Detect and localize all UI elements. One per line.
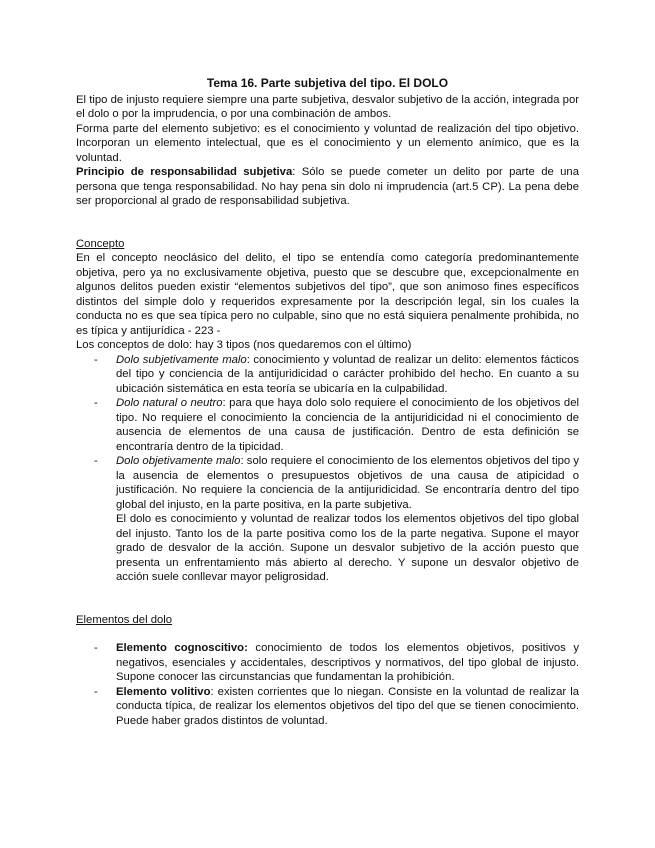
dolo-types-list xyxy=(76,353,579,513)
list-item-label: Dolo objetivamente malo xyxy=(116,455,241,467)
list-item xyxy=(116,641,579,685)
elementos-list xyxy=(76,641,579,728)
concepto-paragraph-1: En el concepto neoclásico del delito, el tipo se entendía como categoría predominantemente objetiva, pero ya no exclusivamente objetiva, puesto que se descubre que, excepcionalmente en algunos delitos pueden existir “elementos subjetivos del tipo”, que son animoso fines específicos distintos del simple dolo y requeridos expresamente por la descripción legal, sin los cuales la conducta no es que sea típica pero no culpable, sino que no está siquiera penalmente prohibida, no es típica y antijurídica - 223 - xyxy=(76,252,579,337)
list-item-text: : solo requiere el conocimiento de los elementos objetivos del tipo y la ausencia de elementos o presupuestos objetivos de una causa de atipicidad o justificación. No requiere la conciencia de la antijuridicidad. Se encontraría dentro del tipo global del injusto, en la parte positiva, en la parte subjetiva. xyxy=(116,455,579,511)
section-heading-elementos: Elementos del dolo xyxy=(76,613,173,626)
list-item-label: Dolo natural o neutro xyxy=(116,397,223,409)
concepto-continuation: El dolo es conocimiento y voluntad de realizar todos los elementos objetivos del tipo global del injusto. Tanto los de la parte positiva como los de la parte negativa. Supone el mayor grado de desvalor de la acción. Supone un desvalor subjetivo de la acción puesto que presenta un enfrentamiento más abierto al derecho. Y supone un desvalor objetivo de acción suele conllevar mayor peligrosidad. xyxy=(116,513,579,583)
intro-paragraph-2: Forma parte del elemento subjetivo: es el conocimiento y voluntad de realización del tipo objetivo. Incorporan un elemento intelectual, que es el conocimiento y un elemento anímico, que es la voluntad. xyxy=(76,122,579,164)
list-item-text: : existen corrientes que lo niegan. Consiste en la voluntad de realizar la conducta típica, de realizar los elementos objetivos del tipo del que se tienen conocimiento. Puede haber grados distintos de voluntad. xyxy=(116,685,579,727)
list-item-text: : para que haya dolo solo requiere el conocimiento de los objetivos del tipo. No requiere el conocimiento la conciencia de la antijuridicidad ni el conocimiento de ausencia de elementos de una causa de justificación. Dentro de esta definición se encontraría dentro de la tipicidad. xyxy=(116,397,579,453)
list-item-label: Elemento volitivo xyxy=(116,685,211,698)
list-item xyxy=(116,353,579,397)
list-item xyxy=(116,454,579,512)
principio-text: : Sólo se puede cometer un delito por parte de una persona que tenga responsabilidad. No hay pena sin dolo ni imprudencia (art.5 CP). La pena debe ser proporcional al grado de responsabilidad subjetiva. xyxy=(76,166,579,207)
list-item xyxy=(116,396,579,454)
list-item-label: Elemento cognoscitivo: xyxy=(116,642,248,654)
principio-paragraph xyxy=(76,165,579,209)
section-heading-concepto: Concepto xyxy=(76,237,125,250)
list-item xyxy=(116,685,579,729)
concepto-paragraph-2: Los conceptos de dolo: hay 3 tipos (nos quedaremos con el último) xyxy=(76,339,412,351)
list-item-text: conocimiento de todos los elementos objetivos, positivos y negativos, esenciales y accidentales, descriptivos y normativos, del tipo global de injusto. Supone conocer las circunstancias que fundamentan la prohibición. xyxy=(116,642,580,683)
intro-paragraph-1: El tipo de injusto requiere siempre una parte subjetiva, desvalor subjetivo de la acción, integrada por el dolo o por la imprudencia, o por una combinación de ambos. xyxy=(76,93,579,120)
list-item-text: : conocimiento y voluntad de realizar un delito: elementos fácticos del tipo y conciencia de la antijuridicidad o carácter prohibido del hecho. En cuanto a su ubicación sistemática en esta teoría se ubicaría en la culpabilidad. xyxy=(116,353,579,395)
document-title: Tema 16. Parte subjetiva del tipo. El DOLO xyxy=(206,76,449,90)
principio-label: Principio de responsabilidad subjetiva xyxy=(76,166,293,178)
list-item-label: Dolo subjetivamente malo xyxy=(116,353,247,366)
